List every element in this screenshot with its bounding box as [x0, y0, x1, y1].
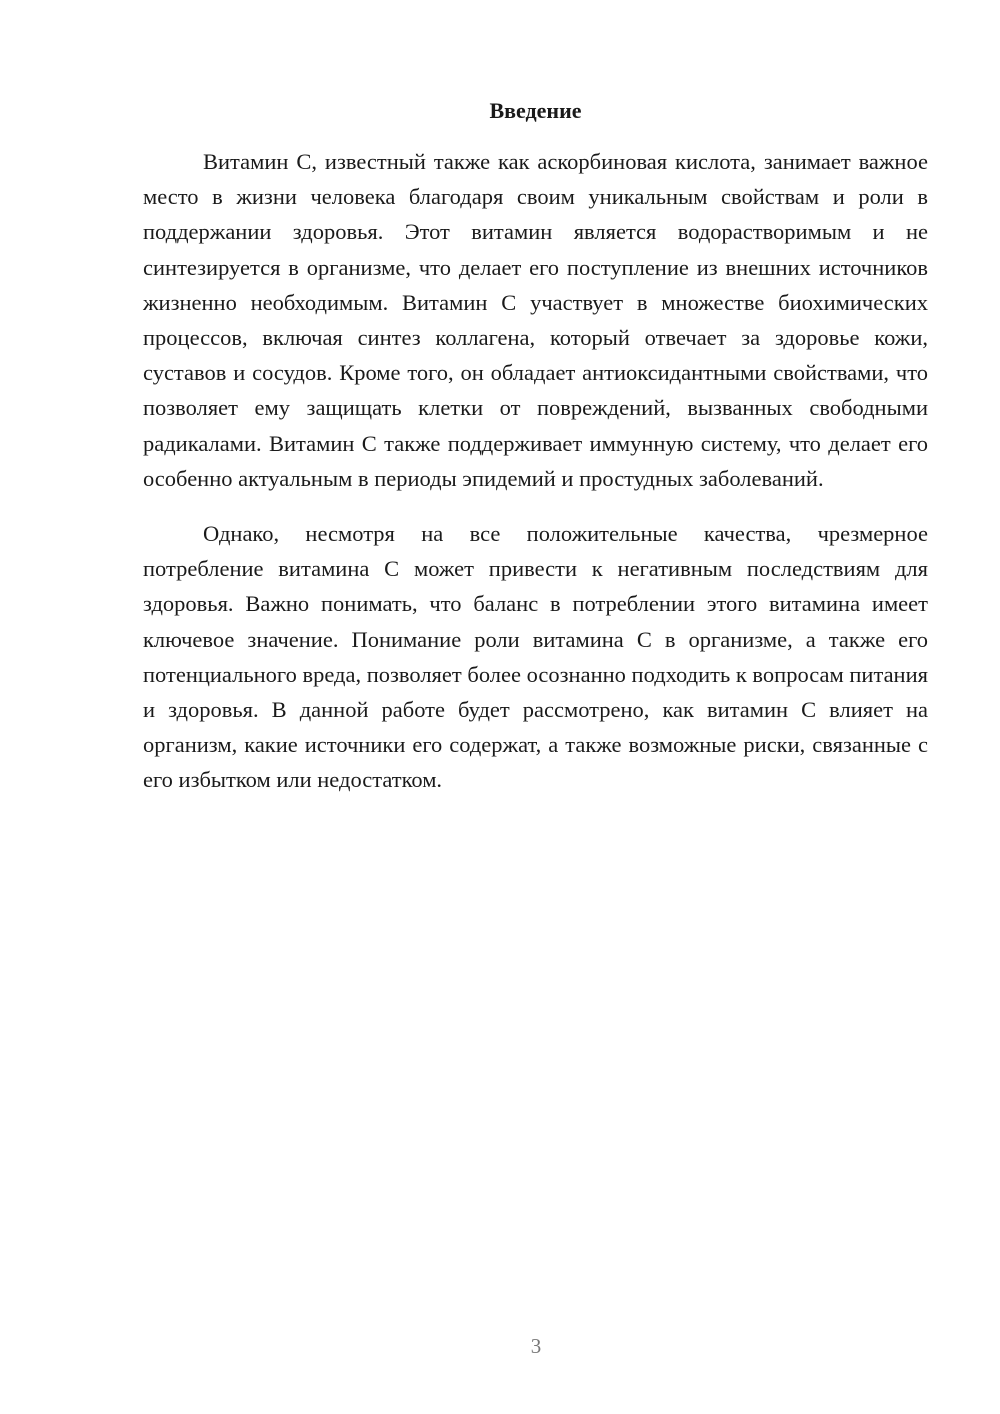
- paragraph-2: Однако, несмотря на все положительные качества, чрезмерное потребление витамина С может привести к негативным последствиям для здоровья. Важно понимать, что баланс в потреблении этого витамина имеет ключевое значение. Понимание роли витамина С в организме, а также его потенциального вреда, позволяет более осознанно подходить к вопросам питания и здоровья. В данной работе будет рассмотрено, как витамин С влияет на организм, какие источники его содержат, а также возможные риски, связанные с его избытком или недостатком.: [143, 521, 928, 793]
- paragraph-1: Витамин С, известный также как аскорбиновая кислота, занимает важное место в жизни человека благодаря своим уникальным свойствам и роли в поддержании здоровья. Этот витамин является водорастворимым и не синтезируется в организме, что делает его поступление из внешних источников жизненно необходимым. Витамин С участвует в множестве биохимических процессов, включая синтез коллагена, который отвечает за здоровье кожи, суставов и сосудов. Кроме того, он обладает антиоксидантными свойствами, что позволяет ему защищать клетки от повреждений, вызванных свободными радикалами. Витамин С также поддерживает иммунную систему, что делает его особенно актуальным в периоды эпидемий и простудных заболеваний.: [143, 149, 928, 491]
- section-heading: Введение: [489, 98, 582, 123]
- page-number: 3: [530, 1334, 542, 1358]
- page-content: [143, 96, 928, 798]
